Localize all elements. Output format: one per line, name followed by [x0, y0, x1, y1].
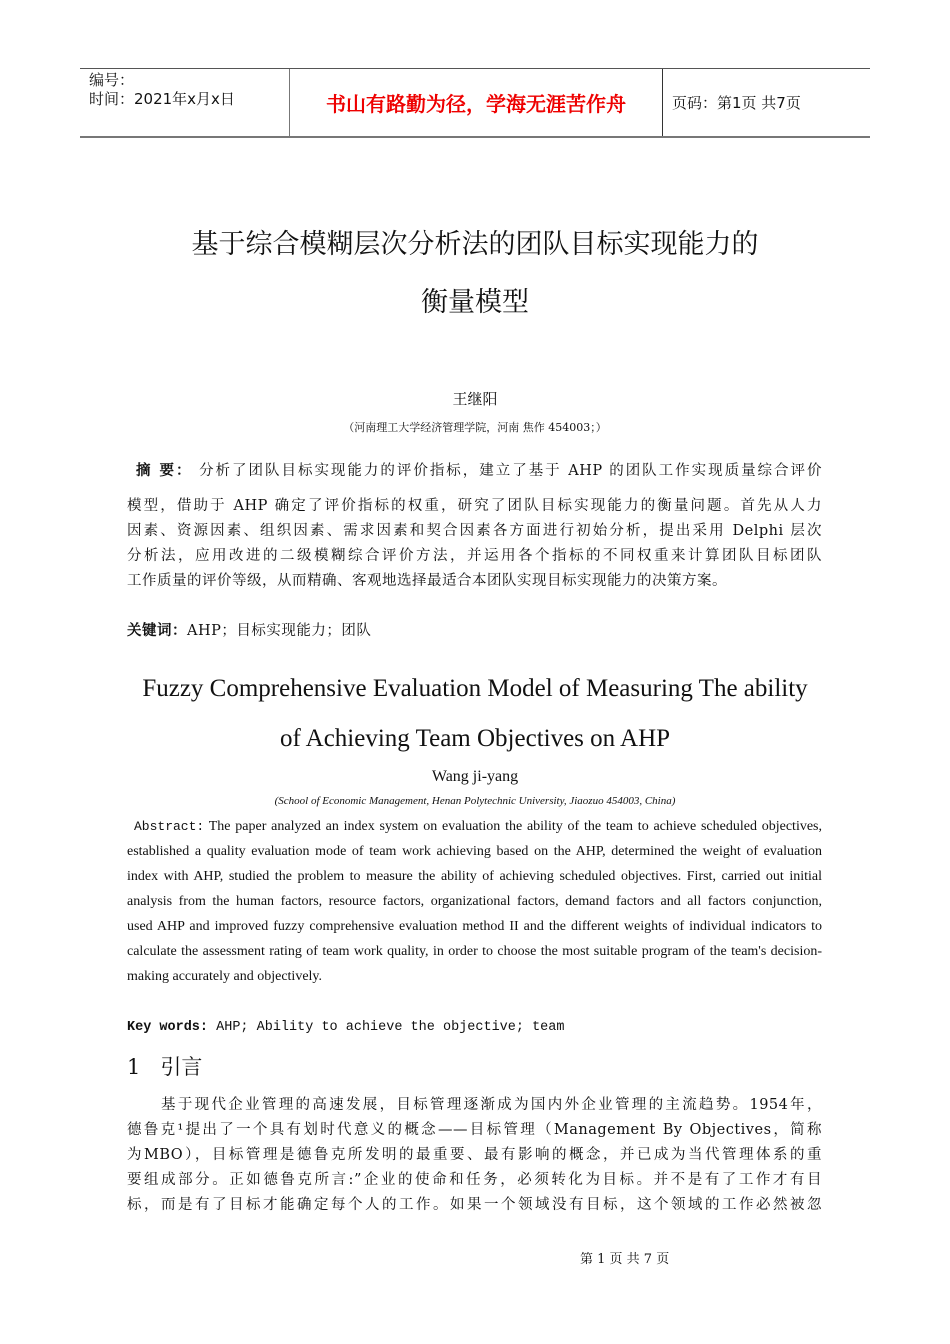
header-page-code: 页码：第1页 共7页: [672, 94, 801, 112]
affiliation-cn: （河南理工大学经济管理学院，河南 焦作 454003；）: [343, 421, 607, 434]
page-footer: 第 1 页 共 7 页: [580, 1252, 670, 1267]
title-en-line1: Fuzzy Comprehensive Evaluation Model of Measuring The ability: [142, 675, 808, 702]
title-en-line2: of Achieving Team Objectives on AHP: [279, 725, 671, 752]
keywords-cn-label: 关键词：: [127, 623, 187, 639]
header-table: [80, 68, 870, 138]
abstract-en-line: index with AHP, studied the problem to measure the ability of achieving scheduled objectives. First, carried out initial: [127, 869, 822, 884]
body-line: 为MBO），目标管理是德鲁克所发明的最重要、最有影响的概念，并已成为当代管理体系的重: [127, 1147, 822, 1163]
header-motto: 书山有路勤为径，学海无涯苦作舟: [290, 69, 663, 136]
author-cn: 王继阳: [452, 390, 498, 408]
abstract-cn-line: 工作质量的评价等级，从而精确、客观地选择最适合本团队实现目标实现能力的决策方案。: [127, 573, 727, 589]
header-meta: [80, 69, 290, 136]
body-line: 标，而是有了目标才能确定每个人的工作。如果一个领域没有目标，这个领域的工作必然被忽: [127, 1197, 822, 1213]
abstract-cn-line: 模型，借助于 AHP 确定了评价指标的权重，研究了团队目标实现能力的衡量问题。首先从人力: [127, 498, 822, 514]
body-line: 基于现代企业管理的高速发展，目标管理逐渐成为国内外企业管理的主流趋势。1954年，: [161, 1097, 822, 1113]
keywords-en: Key words: AHP; Ability to achieve the objective; team: [127, 1020, 565, 1035]
abstract-cn-line: 因素、资源因素、组织因素、需求因素和契合因素各方面进行初始分析，提出采用 Delphi 层次: [127, 523, 822, 539]
abstract-cn-line: 分析法，应用改进的二级模糊综合评价方法，并运用各个指标的不同权重来计算团队目标团队: [127, 548, 822, 564]
abstract-en-line: used AHP and improved fuzzy comprehensive evaluation method II and the different weights of individual indicators to: [127, 919, 822, 934]
abstract-en-line: Abstract: The paper analyzed an index system on evaluation the ability of the team to achieve scheduled objectives,: [134, 819, 823, 834]
doc-time: 时间：2021年x月x日: [89, 90, 235, 108]
abstract-en-label: Abstract:: [134, 819, 205, 834]
keywords-en-label: Key words:: [127, 1020, 209, 1035]
keywords-cn: 关键词：AHP；目标实现能力；团队: [127, 623, 372, 639]
abstract-cn-label: 摘 要：: [136, 462, 193, 479]
author-en: Wang ji-yang: [431, 768, 519, 785]
section-heading: 1 引言: [127, 1055, 203, 1079]
abstract-en-line: analysis from the human factors, resource factors, organizational factors, demand factors and all factors conjunction,: [127, 894, 822, 909]
body-line: 要组成部分。正如德鲁克所言:”企业的使命和任务，必须转化为目标。并不是有了工作才有目: [127, 1172, 822, 1188]
body-line: 德鲁克¹提出了一个具有划时代意义的概念——目标管理（Management By Objectives，简称: [127, 1122, 822, 1138]
abstract-en-line: making accurately and objectively.: [127, 969, 323, 984]
title-cn-line2: 衡量模型: [421, 287, 529, 318]
abstract-cn-line: 摘 要： 分析了团队目标实现能力的评价指标，建立了基于 AHP 的团队工作实现质量综合评价: [136, 462, 822, 479]
doc-number-label: 编号：: [89, 71, 135, 89]
affiliation-en: (School of Economic Management, Henan Polytechnic University, Jiaozuo 454003, China): [274, 795, 676, 807]
title-cn-line1: 基于综合模糊层次分析法的团队目标实现能力的: [191, 229, 759, 260]
abstract-en-line: calculate the assessment rating of team work quality, in order to choose the most suitable program of the team's decision-: [127, 944, 822, 959]
abstract-en-line: established a quality evaluation mode of team work achieving based on the AHP, determined the weight of evaluation: [127, 844, 822, 859]
